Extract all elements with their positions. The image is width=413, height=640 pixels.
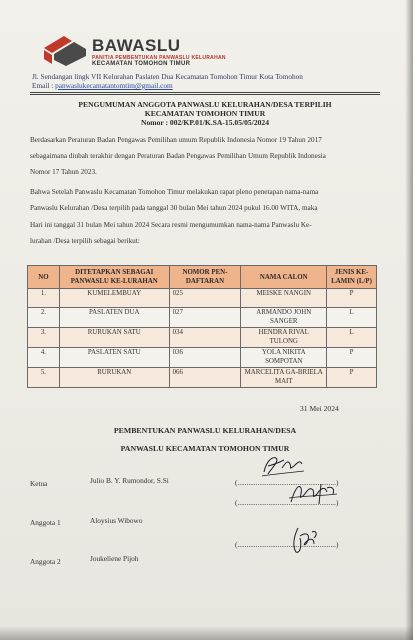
- signature-anggota-2-icon: [284, 524, 324, 558]
- cell-no: 2.: [28, 308, 60, 328]
- member-name: Joukeliene Pijoh: [90, 554, 139, 563]
- role-label: Anggota 2: [30, 557, 61, 566]
- announcement-subtitle: KECAMATAN TOMOHON TIMUR: [144, 109, 266, 118]
- document-date: 31 Mei 2024: [300, 404, 339, 413]
- role-label: Ketua: [30, 479, 48, 488]
- cell-no: 1.: [28, 289, 60, 308]
- table-row: [28, 348, 377, 368]
- role-label: Anggota 1: [30, 518, 61, 527]
- page-edge-shadow: [405, 0, 413, 640]
- cell-nomor: 036: [169, 348, 241, 368]
- signature-line: (......................................................): [235, 478, 339, 487]
- cell-nomor: 066: [169, 368, 241, 388]
- para2-line2: Panwaslu Kelurahan /Desa terpilih pada tanggal 30 bulan Mei tahun 2024 pukul 16.00 WITA, maka: [30, 204, 318, 212]
- org-subtitle-1: PANITIA PEMBENTUKAN PANWASLU KELURAHAN: [92, 55, 226, 61]
- bawaslu-logo-icon: [42, 34, 88, 68]
- table-row: [28, 328, 377, 348]
- signature-anggota-1-icon: [285, 480, 341, 508]
- para2-line1: Bahwa Setelah Panwaslu Kecamatan Tomohon Timur melakukan rapat pleno penetapan nama-nama: [30, 188, 319, 196]
- address-line: Jl. Sendangan lingk VII Kelurahan Paslaten Dua Kecamatan Tomohon Timur Kota Tomohon: [32, 72, 303, 81]
- header-divider-2: [30, 94, 380, 95]
- para1-line3: Nomor 17 Tahun 2023.: [30, 168, 97, 176]
- cell-nama: YOLA NIKITA SOMPOTAN: [241, 348, 327, 368]
- cell-kelurahan: RURUKAN SATU: [59, 328, 169, 348]
- email-label: Email :: [32, 81, 54, 90]
- signature-ketua-icon: [258, 452, 308, 478]
- header-jenis: JENIS KE-LAMIN (L/P): [327, 266, 377, 289]
- cell-nama: HENDRA RIVAL TULONG: [241, 328, 327, 348]
- signature-section-title: PEMBENTUKAN PANWASLU KELURAHAN/DESA: [113, 426, 297, 435]
- cell-nomor: 034: [169, 328, 241, 348]
- email-link[interactable]: panwaslukecamatantomtim@gmail.com: [55, 81, 173, 90]
- email-line: [32, 81, 173, 90]
- header-ditetapkan: DITETAPKAN SEBAGAI PANWASLU KE-LURAHAN: [59, 266, 169, 289]
- member-name: Julio B. Y. Rumondor, S.Si: [90, 476, 169, 485]
- org-name: BAWASLU: [92, 36, 181, 55]
- header-no: NO: [28, 266, 60, 289]
- cell-nomor: 025: [169, 289, 241, 308]
- table-header-row: [28, 266, 377, 289]
- para1-line2: sebagaimana diubah terakhir dengan Peraturan Badan Pengawas Pemilihan Umum Republik Indonesia: [30, 152, 326, 160]
- para1-line1: Berdasarkan Peraturan Badan Pengawas Pemilihan umum Republik Indonesia Nomor 19 Tahun 2017: [30, 136, 322, 144]
- cell-kelurahan: RURUKAN: [59, 368, 169, 388]
- cell-jk: L: [327, 328, 377, 348]
- cell-kelurahan: PASLATEN DUA: [59, 308, 169, 328]
- org-subtitle-2: KECAMATAN TOMOHON TIMUR: [92, 61, 191, 67]
- table-row: [28, 289, 377, 308]
- header-nama: NAMA CALON: [241, 266, 327, 289]
- para2-line4: lurahan /Desa terpilih sebagai berikut:: [30, 237, 140, 245]
- cell-jk: P: [327, 348, 377, 368]
- elected-members-table: [27, 265, 377, 388]
- cell-kelurahan: PASLATEN SATU: [59, 348, 169, 368]
- bawaslu-logo: [42, 34, 302, 70]
- signature-line: (......................................................): [235, 540, 339, 549]
- table-row: [28, 308, 377, 328]
- announcement-number: Nomor : 002/KP.01/K.SA-15.05/05/2024: [140, 118, 270, 127]
- cell-nama: MEISKE NANGIN: [241, 289, 327, 308]
- header-divider: [30, 92, 380, 93]
- para2-line3: Hari ini tanggal 31 bulan Mei tahun 2024 Secara resmi mengumumkan nama-nama Panwaslu Ke-: [30, 221, 312, 229]
- cell-nama: MARCELITA GA-BRIELA MAIT: [241, 368, 327, 388]
- signature-line: (......................................................): [235, 498, 339, 507]
- cell-jk: P: [327, 289, 377, 308]
- cell-no: 4.: [28, 348, 60, 368]
- table-row: [28, 368, 377, 388]
- cell-jk: L: [327, 308, 377, 328]
- cell-no: 3.: [28, 328, 60, 348]
- page-bottom-shadow: [0, 626, 413, 640]
- signature-section-subtitle: PANWASLU KECAMATAN TOMOHON TIMUR: [120, 444, 290, 453]
- cell-jk: P: [327, 368, 377, 388]
- member-name: Aloysius Wibowo: [90, 516, 143, 525]
- announcement-title: PENGUMUMAN ANGGOTA PANWASLU KELURAHAN/DESA TERPILIH: [78, 100, 332, 109]
- cell-nama: ARMANDO JOHN SANGER: [241, 308, 327, 328]
- cell-kelurahan: KUMELEMBUAY: [59, 289, 169, 308]
- cell-nomor: 027: [169, 308, 241, 328]
- header-nomor: NOMOR PEN-DAFTARAN: [169, 266, 241, 289]
- cell-no: 5.: [28, 368, 60, 388]
